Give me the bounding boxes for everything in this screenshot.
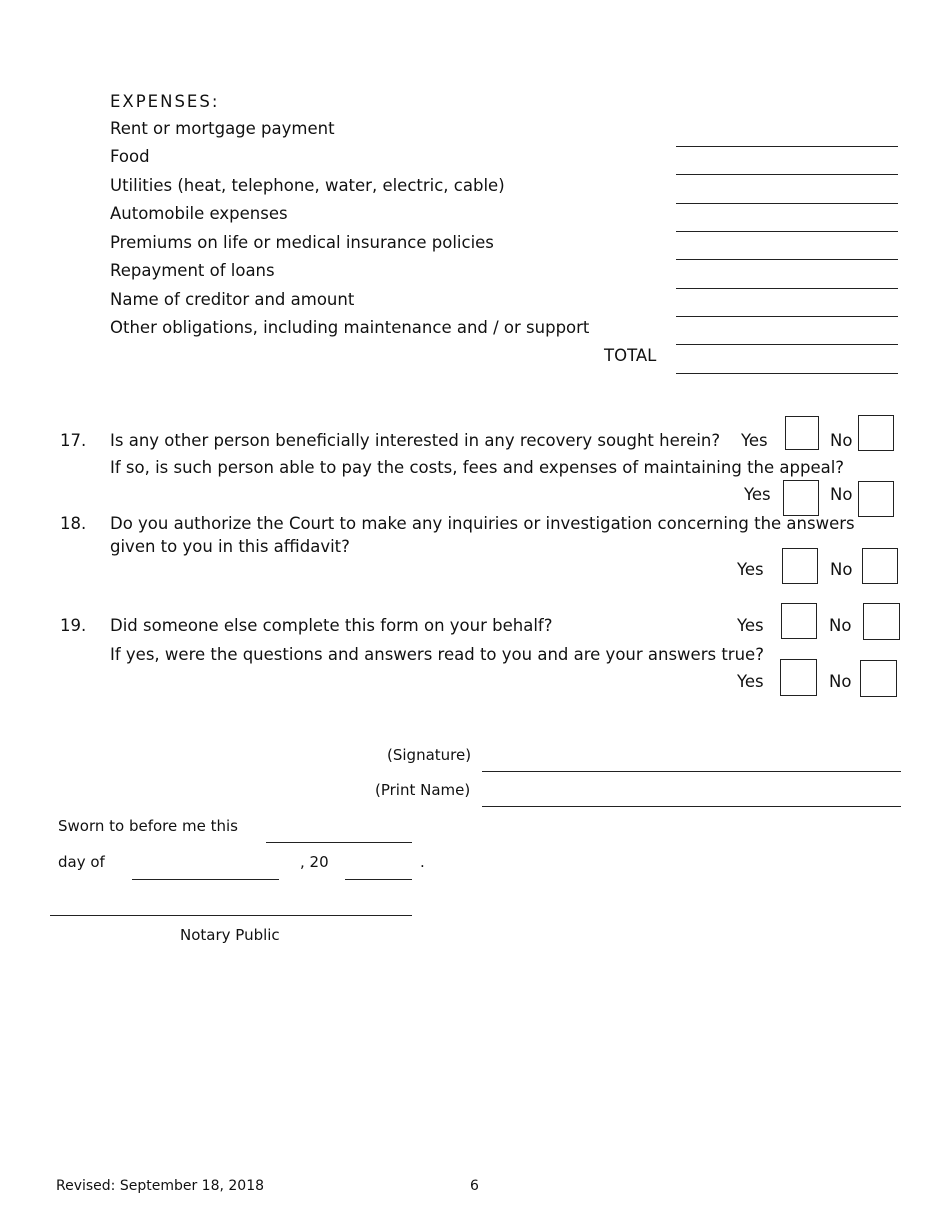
notary-public-label: Notary Public <box>180 926 280 944</box>
expense-label-loans: Repayment of loans <box>110 261 275 280</box>
q17-no-checkbox[interactable] <box>858 415 894 451</box>
expenses-heading: EXPENSES: <box>110 92 220 111</box>
q18-no-label: No <box>830 560 853 579</box>
print-name-field[interactable] <box>482 806 901 807</box>
signature-field[interactable] <box>482 771 901 772</box>
q19-sub-no-checkbox[interactable] <box>860 660 897 697</box>
q17-text: Is any other person beneficially interested in any recovery sought herein? <box>110 431 721 450</box>
q19-sub-no-label: No <box>829 672 852 691</box>
page-number: 6 <box>470 1178 479 1194</box>
q17-yes-label: Yes <box>741 431 768 450</box>
expense-field-premiums[interactable] <box>676 259 898 260</box>
q18-yes-checkbox[interactable] <box>782 548 818 584</box>
total-label: TOTAL <box>604 346 657 365</box>
q19-yes-checkbox[interactable] <box>781 603 817 639</box>
q17-sub-yes-checkbox[interactable] <box>783 480 819 516</box>
expense-label-food: Food <box>110 147 150 166</box>
q17-sub-no-label: No <box>830 485 853 504</box>
q17-no-label: No <box>830 431 853 450</box>
expense-field-automobile[interactable] <box>676 231 898 232</box>
q17-sub-text: If so, is such person able to pay the costs, fees and expenses of maintaining the appeal? <box>110 458 845 477</box>
q19-number: 19. <box>60 616 87 635</box>
q18-no-checkbox[interactable] <box>862 548 898 584</box>
print-name-label: (Print Name) <box>375 781 471 799</box>
expense-field-creditor[interactable] <box>676 316 898 317</box>
date-period: . <box>420 853 425 871</box>
q18-text-line1: Do you authorize the Court to make any inquiries or investigation concerning the answers <box>110 514 855 533</box>
q17-sub-yes-label: Yes <box>744 485 771 504</box>
sworn-label: Sworn to before me this <box>58 817 238 835</box>
q18-number: 18. <box>60 514 87 533</box>
q19-sub-yes-label: Yes <box>737 672 764 691</box>
expense-label-utilities: Utilities (heat, telephone, water, electric, cable) <box>110 176 505 195</box>
q19-text: Did someone else complete this form on your behalf? <box>110 616 553 635</box>
signature-label: (Signature) <box>387 746 472 764</box>
expense-field-utilities[interactable] <box>676 203 898 204</box>
expense-field-loans[interactable] <box>676 288 898 289</box>
expense-label-other: Other obligations, including maintenance and / or support <box>110 318 590 337</box>
q19-no-checkbox[interactable] <box>863 603 900 640</box>
sworn-day-field[interactable] <box>266 842 412 843</box>
q17-sub-no-checkbox[interactable] <box>858 481 894 517</box>
q19-yes-label: Yes <box>737 616 764 635</box>
year-field[interactable] <box>345 879 412 880</box>
expense-label-creditor: Name of creditor and amount <box>110 290 355 309</box>
expense-label-premiums: Premiums on life or medical insurance policies <box>110 233 494 252</box>
expense-field-rent[interactable] <box>676 146 898 147</box>
notary-signature-field[interactable] <box>50 915 412 916</box>
day-of-label: day of <box>58 853 105 871</box>
q17-number: 17. <box>60 431 87 450</box>
q18-yes-label: Yes <box>737 560 764 579</box>
expense-label-rent: Rent or mortgage payment <box>110 119 335 138</box>
month-field[interactable] <box>132 879 279 880</box>
q19-no-label: No <box>829 616 852 635</box>
q19-sub-yes-checkbox[interactable] <box>780 659 817 696</box>
expense-label-automobile: Automobile expenses <box>110 204 288 223</box>
q18-text-line2: given to you in this affidavit? <box>110 537 350 556</box>
expense-field-other[interactable] <box>676 344 898 345</box>
expense-field-total[interactable] <box>676 373 898 374</box>
expense-field-food[interactable] <box>676 174 898 175</box>
revised-date: Revised: September 18, 2018 <box>56 1178 265 1194</box>
year-prefix: , 20 <box>300 853 329 871</box>
q19-sub-text: If yes, were the questions and answers read to you and are your answers true? <box>110 645 764 664</box>
q17-yes-checkbox[interactable] <box>785 416 819 450</box>
